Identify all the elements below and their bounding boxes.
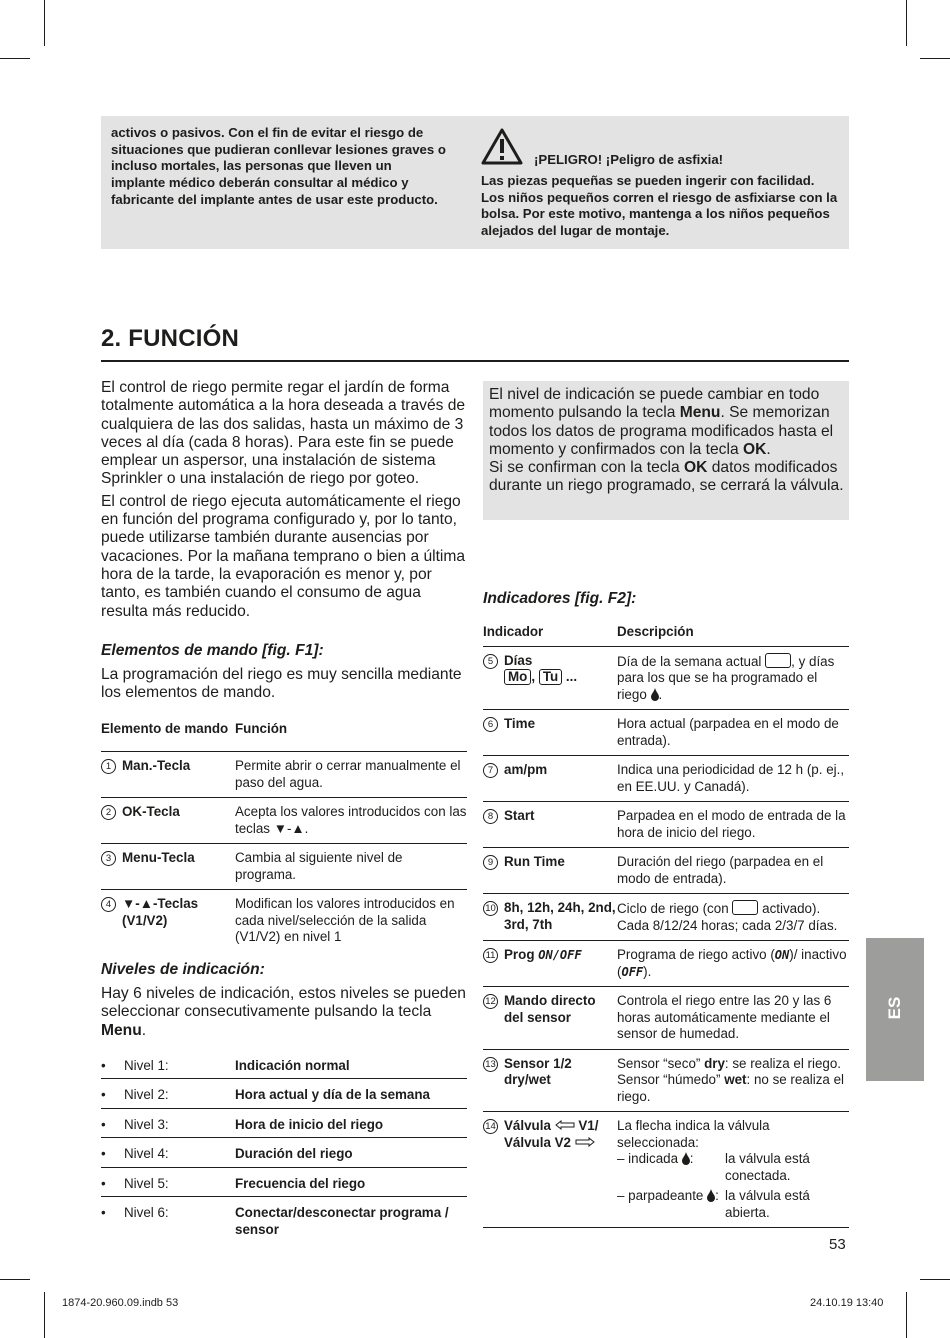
indicators-col-description: Descripción — [617, 620, 849, 646]
page-number: 53 — [829, 1236, 846, 1253]
indicator-desc: Controla el riego entre las 20 y las 6 horas automáticamente mediante el sensor de humedad. — [617, 987, 849, 1050]
intro-paragraph-1: El control de riego permite regar el jardín de forma totalmente automática a la hora deseada a través de cualquiera de las dos salidas, hasta un máximo de 3 veces al día (cada 8 horas). Para este fin se puede emplear un aspersor, una instalación de sistema Sprinkler o una instalación de riego por goteo. — [101, 379, 466, 488]
day-frame-icon — [765, 653, 791, 668]
footer-date-time: 24.10.19 13:40 — [810, 1297, 884, 1309]
number-badge: 11 — [483, 948, 498, 963]
level-label: Nivel 5: — [124, 1167, 235, 1197]
water-drop-icon — [707, 1189, 715, 1202]
indicators-table — [483, 620, 849, 1228]
table-row: 11 Prog ON/OFF Programa de riego activo (ON)/ inactivo (OFF). — [483, 941, 849, 987]
levels-table — [101, 1050, 467, 1243]
controls-col-element: Elemento de mando — [101, 721, 235, 752]
table-row — [101, 752, 467, 798]
control-name: Menu-Tecla — [122, 850, 195, 866]
indicators-heading: Indicadores [fig. F2]: — [483, 590, 637, 607]
table-row — [483, 987, 849, 1050]
number-badge: 6 — [483, 717, 498, 732]
list-item: • Nivel 4: Duración del riego — [101, 1138, 467, 1168]
crop-mark — [44, 0, 45, 46]
number-badge: 14 — [483, 1119, 498, 1134]
number-badge: 9 — [483, 855, 498, 870]
water-drop-icon — [651, 688, 659, 701]
level-label: Nivel 3: — [124, 1108, 235, 1138]
indicator-name: Mando directo del sensor — [504, 993, 596, 1025]
indicator-desc: Hora actual (parpadea en el modo de entrada). — [617, 710, 849, 756]
indicator-desc: Parpadea en el modo de entrada de la hora de inicio del riego. — [617, 802, 849, 848]
danger-text: Las piezas pequeñas se pueden ingerir con facilidad. Los niños pequeños corren el riesgo de asfixiarse con la bolsa. Por este motivo, mantenga a los niños pequeños alejados del lugar de montaje. — [481, 173, 838, 239]
level-label: Nivel 6: — [124, 1205, 169, 1221]
warning-box — [101, 116, 849, 249]
crop-mark — [44, 1292, 45, 1338]
tu-key: Tu — [539, 669, 562, 685]
level-label: Nivel 4: — [124, 1138, 235, 1168]
control-desc: Acepta los valores introducidos con las teclas ▼-▲. — [235, 798, 467, 844]
indicator-name: Sensor 1/2 dry/wet — [504, 1055, 572, 1087]
table-row: 13 Sensor 1/2 dry/wet Sensor “seco” dry: se realiza el riego. Sensor “húmedo” wet: no se realiza el riego. — [483, 1049, 849, 1112]
level-label: Nivel 1: — [124, 1050, 235, 1079]
controls-intro: La programación del riego es muy sencilla mediante los elementos de mando. — [101, 666, 462, 702]
table-row — [101, 798, 467, 844]
controls-col-function: Función — [235, 721, 467, 752]
control-name: Man.-Tecla — [122, 758, 191, 774]
indicator-desc: Indica una periodicidad de 12 h (p. ej., en EE.UU. y Canadá). — [617, 756, 849, 802]
table-row — [101, 890, 467, 952]
list-item: • Nivel 2: Hora actual y día de la semana — [101, 1079, 467, 1109]
level-value: Indicación normal — [235, 1050, 467, 1079]
controls-section — [101, 642, 467, 952]
crop-mark — [920, 1279, 950, 1280]
indicator-name: 8h, 12h, 24h, 2nd, 3rd, 7th — [504, 900, 616, 932]
indicator-name: Prog — [504, 947, 535, 962]
water-drop-icon — [682, 1152, 690, 1165]
table-row: 10 8h, 12h, 24h, 2nd, 3rd, 7th Ciclo de riego (con activado). Cada 8/12/24 horas; cada 2/3/7 días. — [483, 894, 849, 941]
table-row — [483, 802, 849, 848]
menu-key-label: Menu — [101, 1021, 142, 1039]
table-header-row — [101, 721, 467, 752]
table-row — [101, 844, 467, 890]
indicator-name: Run Time — [504, 854, 565, 869]
level-value: Hora de inicio del riego — [235, 1108, 467, 1138]
list-item: • Nivel 3: Hora de inicio del riego — [101, 1108, 467, 1138]
indicator-name: Time — [504, 716, 536, 731]
control-name: OK-Tecla — [122, 804, 180, 820]
crop-mark — [906, 0, 907, 46]
table-row: 5 Días Mo , Tu ... Día de la semana actual , y días para los que se ha programado el riego . — [483, 646, 849, 710]
number-badge: 10 — [483, 901, 498, 916]
level-value: Hora actual y día de la semana — [235, 1079, 467, 1109]
indicator-name: Start — [504, 808, 535, 823]
control-desc: Modifican los valores introducidos en cada nivel/selección de la salida (V1/V2) en nivel 1 — [235, 896, 455, 945]
crop-mark — [0, 1279, 30, 1280]
number-badge: 12 — [483, 994, 498, 1009]
crop-mark — [0, 58, 30, 59]
crop-mark — [920, 58, 950, 59]
number-badge: 5 — [483, 654, 498, 669]
table-row — [483, 756, 849, 802]
level-value: Conectar/desconectar programa / sensor — [235, 1205, 449, 1237]
danger-title: ¡PELIGRO! ¡Peligro de asfixia! — [534, 152, 724, 167]
levels-heading: Niveles de indicación: — [101, 961, 265, 978]
footer-file-info: 1874-20.960.09.indb 53 — [62, 1297, 179, 1309]
level-value: Duración del riego — [235, 1138, 467, 1168]
table-row — [483, 848, 849, 894]
menu-note-box — [483, 381, 849, 520]
list-item: • Nivel 1: Indicación normal — [101, 1050, 467, 1079]
levels-intro: Hay 6 niveles de indicación, estos niveles se pueden seleccionar consecutivamente pulsando la tecla Menu. — [101, 985, 466, 1039]
arrow-left-icon — [555, 1120, 575, 1130]
control-desc: Cambia al siguiente nivel de programa. — [235, 844, 467, 890]
warning-triangle-icon — [481, 128, 523, 166]
section-divider — [101, 360, 849, 362]
level-label: Nivel 2: — [124, 1079, 235, 1109]
controls-heading: Elementos de mando [fig. F1]: — [101, 642, 324, 659]
control-desc: Permite abrir o cerrar manualmente el paso del agua. — [235, 752, 467, 798]
number-badge: 2 — [101, 805, 116, 820]
number-badge: 7 — [483, 763, 498, 778]
table-header-row — [483, 620, 849, 646]
intro-paragraph-2: El control de riego ejecuta automáticamente el riego en función del programa configurado y, por lo tanto, puede utilizarse también durante ausencias por vacaciones. Por la mañana temprano o bien a última hora de la tarde, la evaporación es menor y, por tanto, es también cuando el consumo de agua resulta más reducido. — [101, 492, 466, 620]
indicator-name: am/pm — [504, 762, 548, 777]
list-item: • Nivel 6: Conectar/desconectar programa / sensor — [101, 1197, 467, 1243]
number-badge: 13 — [483, 1057, 498, 1072]
number-badge: 1 — [101, 759, 116, 774]
controls-table — [101, 721, 467, 952]
language-tab — [866, 938, 924, 1081]
level-value: Frecuencia del riego — [235, 1167, 467, 1197]
menu-note-text: El nivel de indicación se puede cambiar en todo momento pulsando la tecla Menu. Se memorizan todos los datos de programa modificados hasta el momento y confirmados con la tecla OK. Si se confirman con la tecla OK datos modificados durante un riego programado, se cerrará la válvula. — [489, 386, 844, 495]
mo-key: Mo — [504, 669, 531, 685]
list-item: • Nivel 5: Frecuencia del riego — [101, 1167, 467, 1197]
section-title: 2. FUNCIÓN — [101, 325, 240, 352]
indicators-col-indicator: Indicador — [483, 620, 617, 646]
table-row: 14 Válvula V1/ Válvula V2 La flecha indica la válvula seleccionada: – indicada : la válvula está conectada. – parpadeante : la válvula está abierta. — [483, 1112, 849, 1228]
arrow-right-icon — [575, 1137, 595, 1147]
number-badge: 3 — [101, 851, 116, 866]
intro-text — [101, 379, 467, 621]
number-badge: 8 — [483, 809, 498, 824]
language-tab-label: ES — [885, 996, 904, 1020]
cycle-frame-icon — [732, 900, 758, 915]
number-badge: 4 — [101, 897, 116, 912]
implant-warning-text: activos o pasivos. Con el fin de evitar el riesgo de situaciones que pudieran conllevar lesiones graves o incluso mortales, las personas que lleven un implante médico deberán consultar al médico y fabricante del implante antes de usar este producto. — [111, 125, 446, 207]
indicators-section — [483, 590, 849, 1228]
indicator-desc: Duración del riego (parpadea en el modo de entrada). — [617, 848, 849, 894]
control-name: ▼-▲-Teclas (V1/V2) — [122, 896, 199, 928]
levels-section — [101, 961, 467, 1242]
crop-mark — [906, 1292, 907, 1338]
indicator-name: Días — [504, 652, 533, 668]
table-row — [483, 710, 849, 756]
